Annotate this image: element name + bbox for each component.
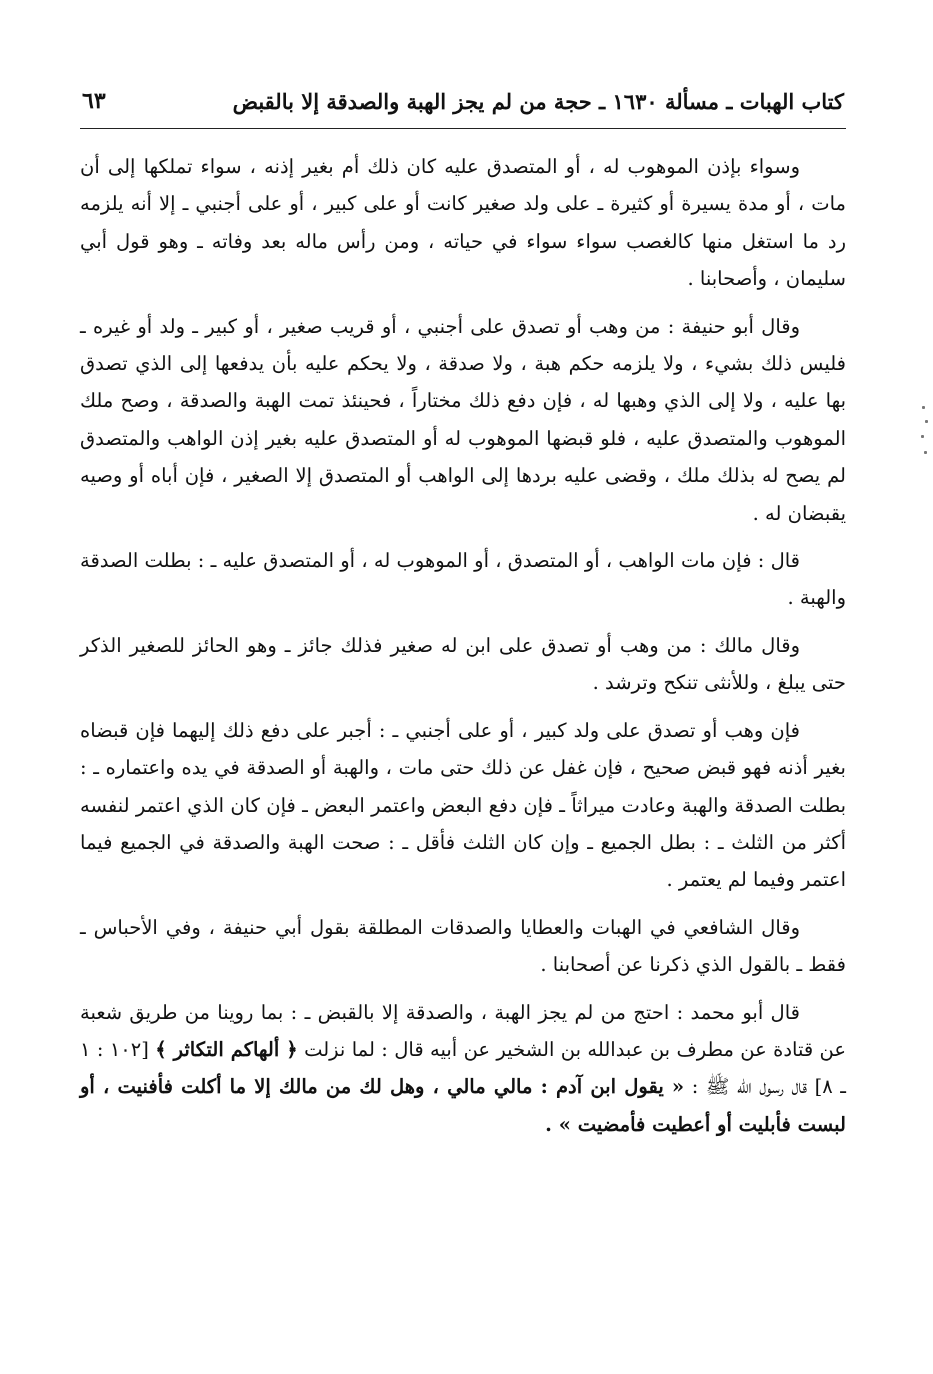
- paragraph: وقال الشافعي في الهبات والعطايا والصدقات المطلقة بقول أبي حنيفة ، وفي الأحباس ـ فقط ـ بالقول الذي ذكرنا عن أصحابنا .: [80, 915, 846, 977]
- speck: [924, 451, 927, 454]
- paragraph: وسواء بإذن الموهوب له ، أو المتصدق عليه كان ذلك أم بغير إذنه ، سواء تملكها إلى أن مات ، أو مدة يسيرة أو كثيرة ـ على ولد صغير كانت أو على كبير ، أو على أجنبي ـ إلا أنه يلزمه رد ما استغل منها كالغصب سواء سواء في حياته ، ومن رأس ماله بعد وفاته ـ وهو قول أبي سليمان ، وأصحابنا .: [80, 155, 846, 291]
- page-number: ٦٣: [82, 88, 106, 114]
- speck: [925, 420, 928, 423]
- paragraph: وقال أبو حنيفة : من وهب أو تصدق على أجنبي ، أو قريب صغير ، أو كبير ـ ولد أو غيره ـ فليس ذلك بشيء ، ولا يلزمه حكم هبة ، ولا صدقة ، ولا يحكم عليه بأن يدفعها إلى الذي تصدق بها عليه ، ولا إلى الذي وهبها له ، فإن دفع ذلك مختاراً ، فحينئذ تمت الهبة والصدقة ، وصح ملك الموهوب والمتصدق عليه ، فلو قبضها الموهوب له أو المتصدق عليه بغير إذن الواهب والمتصدق لم يصح له بذلك ملك ، وقضى عليه بردها إلى الواهب أو المتصدق إلا الصغير ، فإن أباه أو وصيه يقبضان له .: [80, 314, 846, 525]
- page-header: [82, 80, 844, 122]
- verse-reference: [١٠٢ : ١ ـ ٨] قال رسول الله ﷺ :: [80, 1037, 846, 1099]
- scan-specks: [920, 402, 930, 462]
- running-title: كتاب الهبات ـ مسألة ١٦٣٠ ـ حجة من لم يجز الهبة والصدقة إلا بالقبض: [232, 88, 844, 114]
- paragraph-text: قال أبو محمد : احتج من لم يجز الهبة ، والصدقة إلا بالقبض ـ : بما روينا من طريق شعبة عن قتادة عن مطرف بن عبدالله بن الشخير عن أبيه قال : لما نزلت: [80, 1000, 847, 1061]
- hadith-text: « يقول ابن آدم : مالي مالي ، وهل لك من مالك إلا ما أكلت فأفنيت ، أو لبست فأبليت أو أعطيت فأمضيت » .: [80, 1075, 846, 1136]
- paragraph: قال : فإن مات الواهب ، أو المتصدق ، أو الموهوب له ، أو المتصدق عليه ـ : بطلت الصدقة والهبة .: [80, 549, 846, 610]
- body-text: [80, 148, 846, 1153]
- header-rule: [80, 128, 846, 129]
- quran-verse: ﴿ ألهاكم التكاثر ﴾: [155, 1037, 298, 1061]
- speck: [922, 406, 925, 409]
- paragraph: وقال مالك : من وهب أو تصدق على ابن له صغير فذلك جائز ـ وهو الحائز للصغير الذكر حتى يبلغ ، وللأنثى تنكح وترشد .: [80, 633, 846, 695]
- paragraph: فإن وهب أو تصدق على ولد كبير ، أو على أجنبي ـ : أجبر على دفع ذلك إليهما فإن قبضاه بغير أذنه فهو قبض صحيح ، فإن غفل عن ذلك حتى مات ، والهبة أو الصدقة في يده واعتماره ـ : بطلت الصدقة والهبة وعادت ميراثاً ـ فإن دفع البعض واعتمر البعض ـ فإن كان الذي اعتمر لنفسه أكثر من الثلث ـ : بطل الجميع ـ وإن كان الثلث فأقل ـ : صحت الهبة والصدقة في الجميع فيما اعتمر وفيما لم يعتمر .: [80, 718, 846, 892]
- speck: [921, 435, 924, 438]
- paragraph-last: [80, 994, 846, 1144]
